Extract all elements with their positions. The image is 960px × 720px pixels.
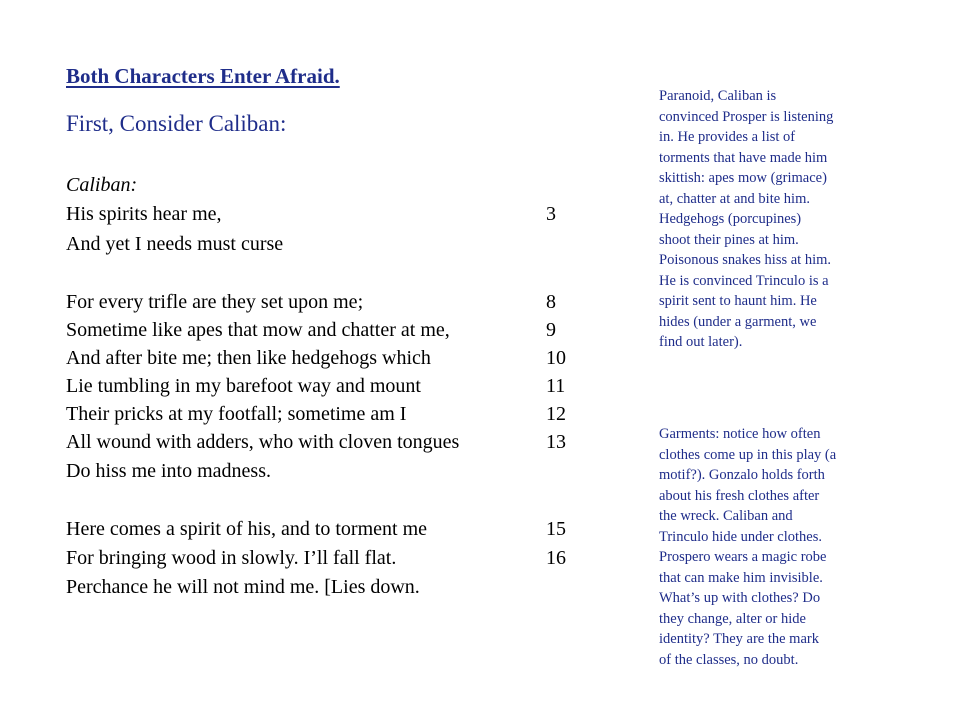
note-line: He is convinced Trinculo is a: [659, 272, 829, 289]
verse-text: Lie tumbling in my barefoot way and mount: [66, 375, 421, 397]
speaker-name: Caliban:: [66, 174, 138, 196]
note-line: at, chatter at and bite him.: [659, 190, 810, 207]
verse-line-number: 9: [546, 319, 556, 341]
annotation-garments: [659, 424, 889, 670]
verse-text: Do hiss me into madness.: [66, 460, 271, 482]
note-line: clothes come up in this play (a: [659, 446, 837, 463]
note-line: the wreck. Caliban and: [659, 508, 793, 524]
note-line: hides (under a garment, we: [659, 313, 817, 330]
verse-text: Sometime like apes that mow and chatter at me,: [66, 319, 450, 341]
note-line: that can make him invisible.: [659, 569, 823, 586]
verse-line-number: 8: [546, 291, 556, 313]
note-line: Trinculo hide under clothes.: [659, 528, 822, 545]
note-line: What’s up with clothes? Do: [659, 590, 821, 606]
verse-line: [66, 400, 586, 428]
verse-line: [66, 288, 586, 316]
verse-text: Perchance he will not mind me. [Lies down.: [66, 576, 420, 598]
verse-line: [66, 544, 586, 572]
note-line: Paranoid, Caliban is: [659, 88, 777, 104]
verse-line: [66, 344, 586, 372]
slide-subheading: First, Consider Caliban:: [66, 111, 287, 136]
note-line: in. He provides a list of: [659, 129, 796, 145]
annotation-paranoid: [659, 86, 889, 353]
note-line: skittish: apes mow (grimace): [659, 170, 827, 186]
note-line: identity? They are the mark: [659, 631, 819, 647]
verse-line: [66, 573, 586, 601]
verse-line: [66, 428, 586, 456]
note-line: about his fresh clothes after: [659, 487, 820, 504]
verse-line: [66, 230, 586, 258]
verse-text: Their pricks at my footfall; sometime am I: [66, 403, 407, 425]
verse-line-number: 16: [546, 547, 566, 569]
verse-line: [66, 457, 586, 485]
note-line: Poisonous snakes hiss at him.: [659, 252, 831, 268]
verse-line-number: 13: [546, 431, 566, 453]
note-line: of the classes, no doubt.: [659, 651, 799, 668]
verse-line-number: 3: [546, 203, 556, 225]
note-line: they change, alter or hide: [659, 610, 806, 627]
verse-line: [66, 372, 586, 400]
note-line: find out later).: [659, 334, 743, 350]
verse-text: Here comes a spirit of his, and to torment me: [66, 518, 428, 540]
note-line: Garments: notice how often: [659, 426, 821, 442]
note-line: Prospero wears a magic robe: [659, 549, 827, 565]
verse-text: And yet I needs must curse: [66, 233, 284, 255]
verse-text: For every trifle are they set upon me;: [66, 291, 364, 313]
note-line: shoot their pines at him.: [659, 231, 799, 248]
note-line: spirit sent to haunt him. He: [659, 293, 817, 309]
note-line: convinced Prosper is listening: [659, 108, 834, 125]
note-line: motif?). Gonzalo holds forth: [659, 467, 825, 483]
verse-line-number: 10: [546, 347, 566, 369]
verse-line-number: 12: [546, 403, 566, 425]
slide-heading: Both Characters Enter Afraid.: [66, 64, 340, 88]
verse-line: [66, 316, 586, 344]
note-line: torments that have made him: [659, 149, 828, 166]
verse-line: [66, 515, 586, 543]
verse-line-number: 15: [546, 518, 566, 540]
verse-text: For bringing wood in slowly. I’ll fall flat.: [66, 547, 397, 569]
verse-line: [66, 200, 586, 228]
verse-text: All wound with adders, who with cloven tongues: [66, 431, 460, 453]
note-line: Hedgehogs (porcupines): [659, 211, 802, 227]
verse-text: And after bite me; then like hedgehogs which: [66, 347, 431, 369]
verse-line-number: 11: [546, 375, 566, 397]
verse-text: His spirits hear me,: [66, 203, 222, 225]
